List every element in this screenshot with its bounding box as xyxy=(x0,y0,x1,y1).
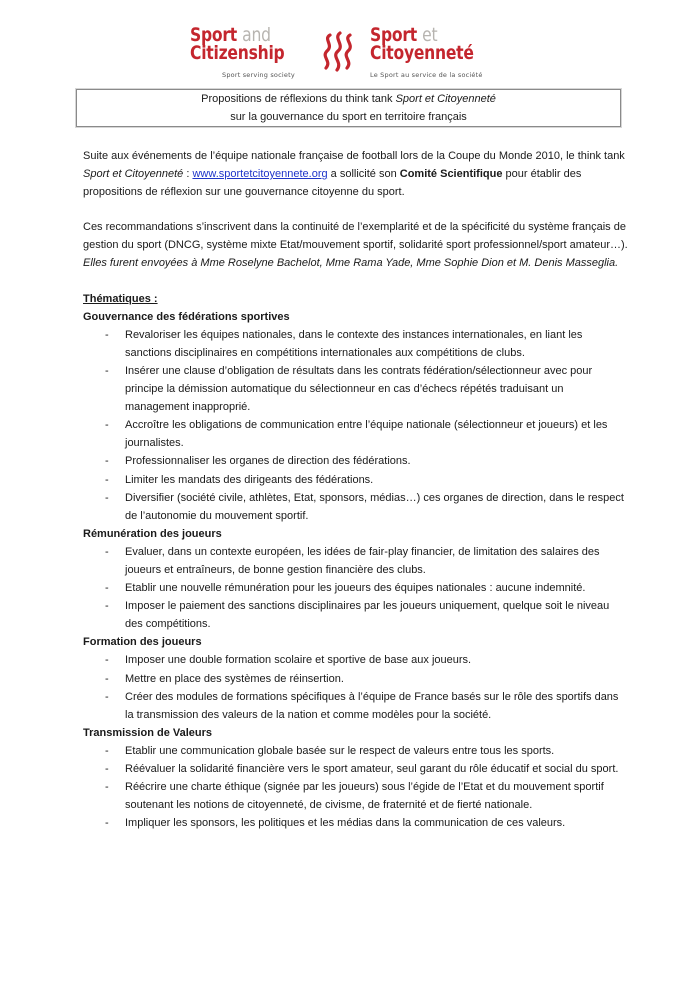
bullet-dash-icon: - xyxy=(105,654,109,667)
logo-word-sport-fr: Sport xyxy=(370,24,417,46)
bullet-dash-icon: - xyxy=(105,600,109,613)
logo-sport-et-citoyennete xyxy=(370,24,496,83)
bullet-dash-icon: - xyxy=(105,672,109,685)
logo-header xyxy=(190,24,520,85)
logo-word-citoyennete: Citoyenneté xyxy=(370,42,474,64)
bullet-dash-icon: - xyxy=(105,763,109,775)
logo-tagline-en: Sport serving society xyxy=(222,71,295,79)
list-item xyxy=(83,670,628,688)
list-item xyxy=(83,651,628,669)
bullet-dash-icon: - xyxy=(105,419,109,432)
list-item-text: Evaluer, dans un contexte européen, les idées de fair-play financier, de limitation des salaires des joueurs et entraîneurs, de bonne gestion financière des clubs. xyxy=(125,545,600,576)
bullet-dash-icon: - xyxy=(105,690,109,703)
list-item-text: Revaloriser les équipes nationales, dans le contexte des instances internationales, en liant les sanctions disciplinaires en compétitions internationales aux compétitions de clubs. xyxy=(125,328,583,359)
bullet-dash-icon: - xyxy=(105,328,109,341)
list-item-text: Etablir une nouvelle rémunération pour les joueurs des équipes nationales : aucune indemnité. xyxy=(125,582,586,595)
bullet-dash-icon: - xyxy=(105,473,109,486)
section-list xyxy=(83,326,628,525)
list-item xyxy=(83,326,628,362)
bullet-dash-icon: - xyxy=(105,744,109,757)
list-item-text: Créer des modules de formations spécifiques à l’équipe de France basés sur le rôle des sportifs dans la transmission des valeurs de la nation et comme modèles pour la société. xyxy=(125,690,619,721)
recipients-note: Elles furent envoyées à Mme Roselyne Bachelot, Mme Rama Yade, Mme Sophie Dion et M. Denis Masseglia. xyxy=(83,257,619,270)
title-line-2: sur la gouvernance du sport en territoire français xyxy=(230,110,467,123)
intro-paragraph-2: Ces recommandations s’inscrivent dans la continuité de l’exemplarité et de la spécificité du système français de gestion du sport (DNCG, système mixte Etat/mouvement sportif, solidarité sport professionnel/sport amateur…). Elles furent envoyées à Mme Roselyne Bachelot, Mme Rama Yade, Mme Sophie Dion et M. Denis Masseglia. xyxy=(83,221,628,270)
website-link[interactable]: www.sportetcitoyennete.org xyxy=(192,168,328,181)
list-item-text: Limiter les mandats des dirigeants des fédérations. xyxy=(125,473,374,486)
section-list xyxy=(83,543,628,633)
list-item xyxy=(83,688,628,724)
sss-swirl-emblem-icon xyxy=(318,29,362,73)
bullet-dash-icon: - xyxy=(105,491,109,504)
section-heading: Rémunération des joueurs xyxy=(83,527,222,540)
document-body xyxy=(83,147,628,832)
section-heading: Transmission de Valeurs xyxy=(83,726,213,739)
list-item-text: Réécrire une charte éthique (signée par les joueurs) sous l’égide de l’Etat et du mouvement sportif soutenant les notions de citoyenneté, de civisme, de fraternité et de fierté nationale. xyxy=(125,781,604,812)
logo-word-citizenship: Citizenship xyxy=(190,42,285,64)
list-item xyxy=(83,579,628,597)
list-item-text: Professionnaliser les organes de direction des fédérations. xyxy=(125,455,411,468)
list-item xyxy=(83,543,628,579)
list-item xyxy=(83,416,628,452)
bullet-dash-icon: - xyxy=(105,781,109,794)
list-item-text: Insérer une clause d’obligation de résultats dans les contrats fédération/sélectionneur avec pour principe la démission automatique du sélectionneur en cas d’échecs répétés traduisant un management inapproprié. xyxy=(125,364,593,414)
themes-sections xyxy=(83,308,628,833)
logo-word-and: and xyxy=(242,24,271,46)
list-item-text: Imposer le paiement des sanctions disciplinaires par les joueurs uniquement, quelque soit le niveau des compétitions. xyxy=(125,600,610,631)
list-item-text: Impliquer les sponsors, les politiques et les médias dans la communication de ces valeurs. xyxy=(125,817,566,830)
comite-scientifique: Comité Scientifique xyxy=(399,168,503,181)
bullet-dash-icon: - xyxy=(105,455,109,468)
logo-sport-and-citizenship xyxy=(190,24,305,83)
list-item xyxy=(83,742,628,760)
list-item xyxy=(83,760,628,778)
list-item-text: Etablir une communication globale basée sur le respect de valeurs entre tous les sports. xyxy=(125,744,555,757)
bullet-dash-icon: - xyxy=(105,545,109,558)
list-item xyxy=(83,778,628,814)
section-heading: Gouvernance des fédérations sportives xyxy=(83,310,290,323)
logo-word-sport: Sport xyxy=(190,24,237,46)
list-item-text: Réévaluer la solidarité financière vers le sport amateur, seul garant du rôle éducatif et social du sport. xyxy=(125,763,619,775)
logo-tagline-fr: Le Sport au service de la société xyxy=(370,71,483,79)
section-heading: Formation des joueurs xyxy=(83,636,202,649)
bullet-dash-icon: - xyxy=(105,817,109,830)
section-list xyxy=(83,742,628,832)
themes-heading: Thématiques : xyxy=(83,292,158,305)
bullet-dash-icon: - xyxy=(105,364,109,377)
list-item xyxy=(83,489,628,525)
list-item xyxy=(83,597,628,633)
section-list xyxy=(83,651,628,723)
list-item-text: Mettre en place des systèmes de réinsertion. xyxy=(125,672,344,685)
bullet-dash-icon: - xyxy=(105,582,109,595)
list-item xyxy=(83,471,628,489)
document-title-box xyxy=(76,89,621,127)
list-item xyxy=(83,814,628,832)
title-line-1: Propositions de réflexions du think tank Sport et Citoyenneté xyxy=(201,93,496,105)
intro-paragraph-1: Suite aux événements de l’équipe nationale française de football lors de la Coupe du Monde 2010, le think tank Sport et Citoyenneté : www.sportetcitoyennete.org a sollicité son Comité Scientifique pour établir des propositions de réflexion sur une gouvernance citoyenne du sport. xyxy=(83,150,625,199)
think-tank-name: Sport et Citoyenneté xyxy=(395,93,496,105)
list-item-text: Imposer une double formation scolaire et sportive de base aux joueurs. xyxy=(125,654,472,667)
list-item-text: Diversifier (société civile, athlètes, Etat, sponsors, médias…) ces organes de direction, dans le respect de l’autonomie du mouvement sportif. xyxy=(125,491,624,522)
list-item xyxy=(83,452,628,470)
list-item-text: Accroître les obligations de communication entre l’équipe nationale (sélectionneur et joueurs) et les journalistes. xyxy=(125,419,608,450)
logo-word-et: et xyxy=(422,24,438,46)
list-item xyxy=(83,362,628,416)
